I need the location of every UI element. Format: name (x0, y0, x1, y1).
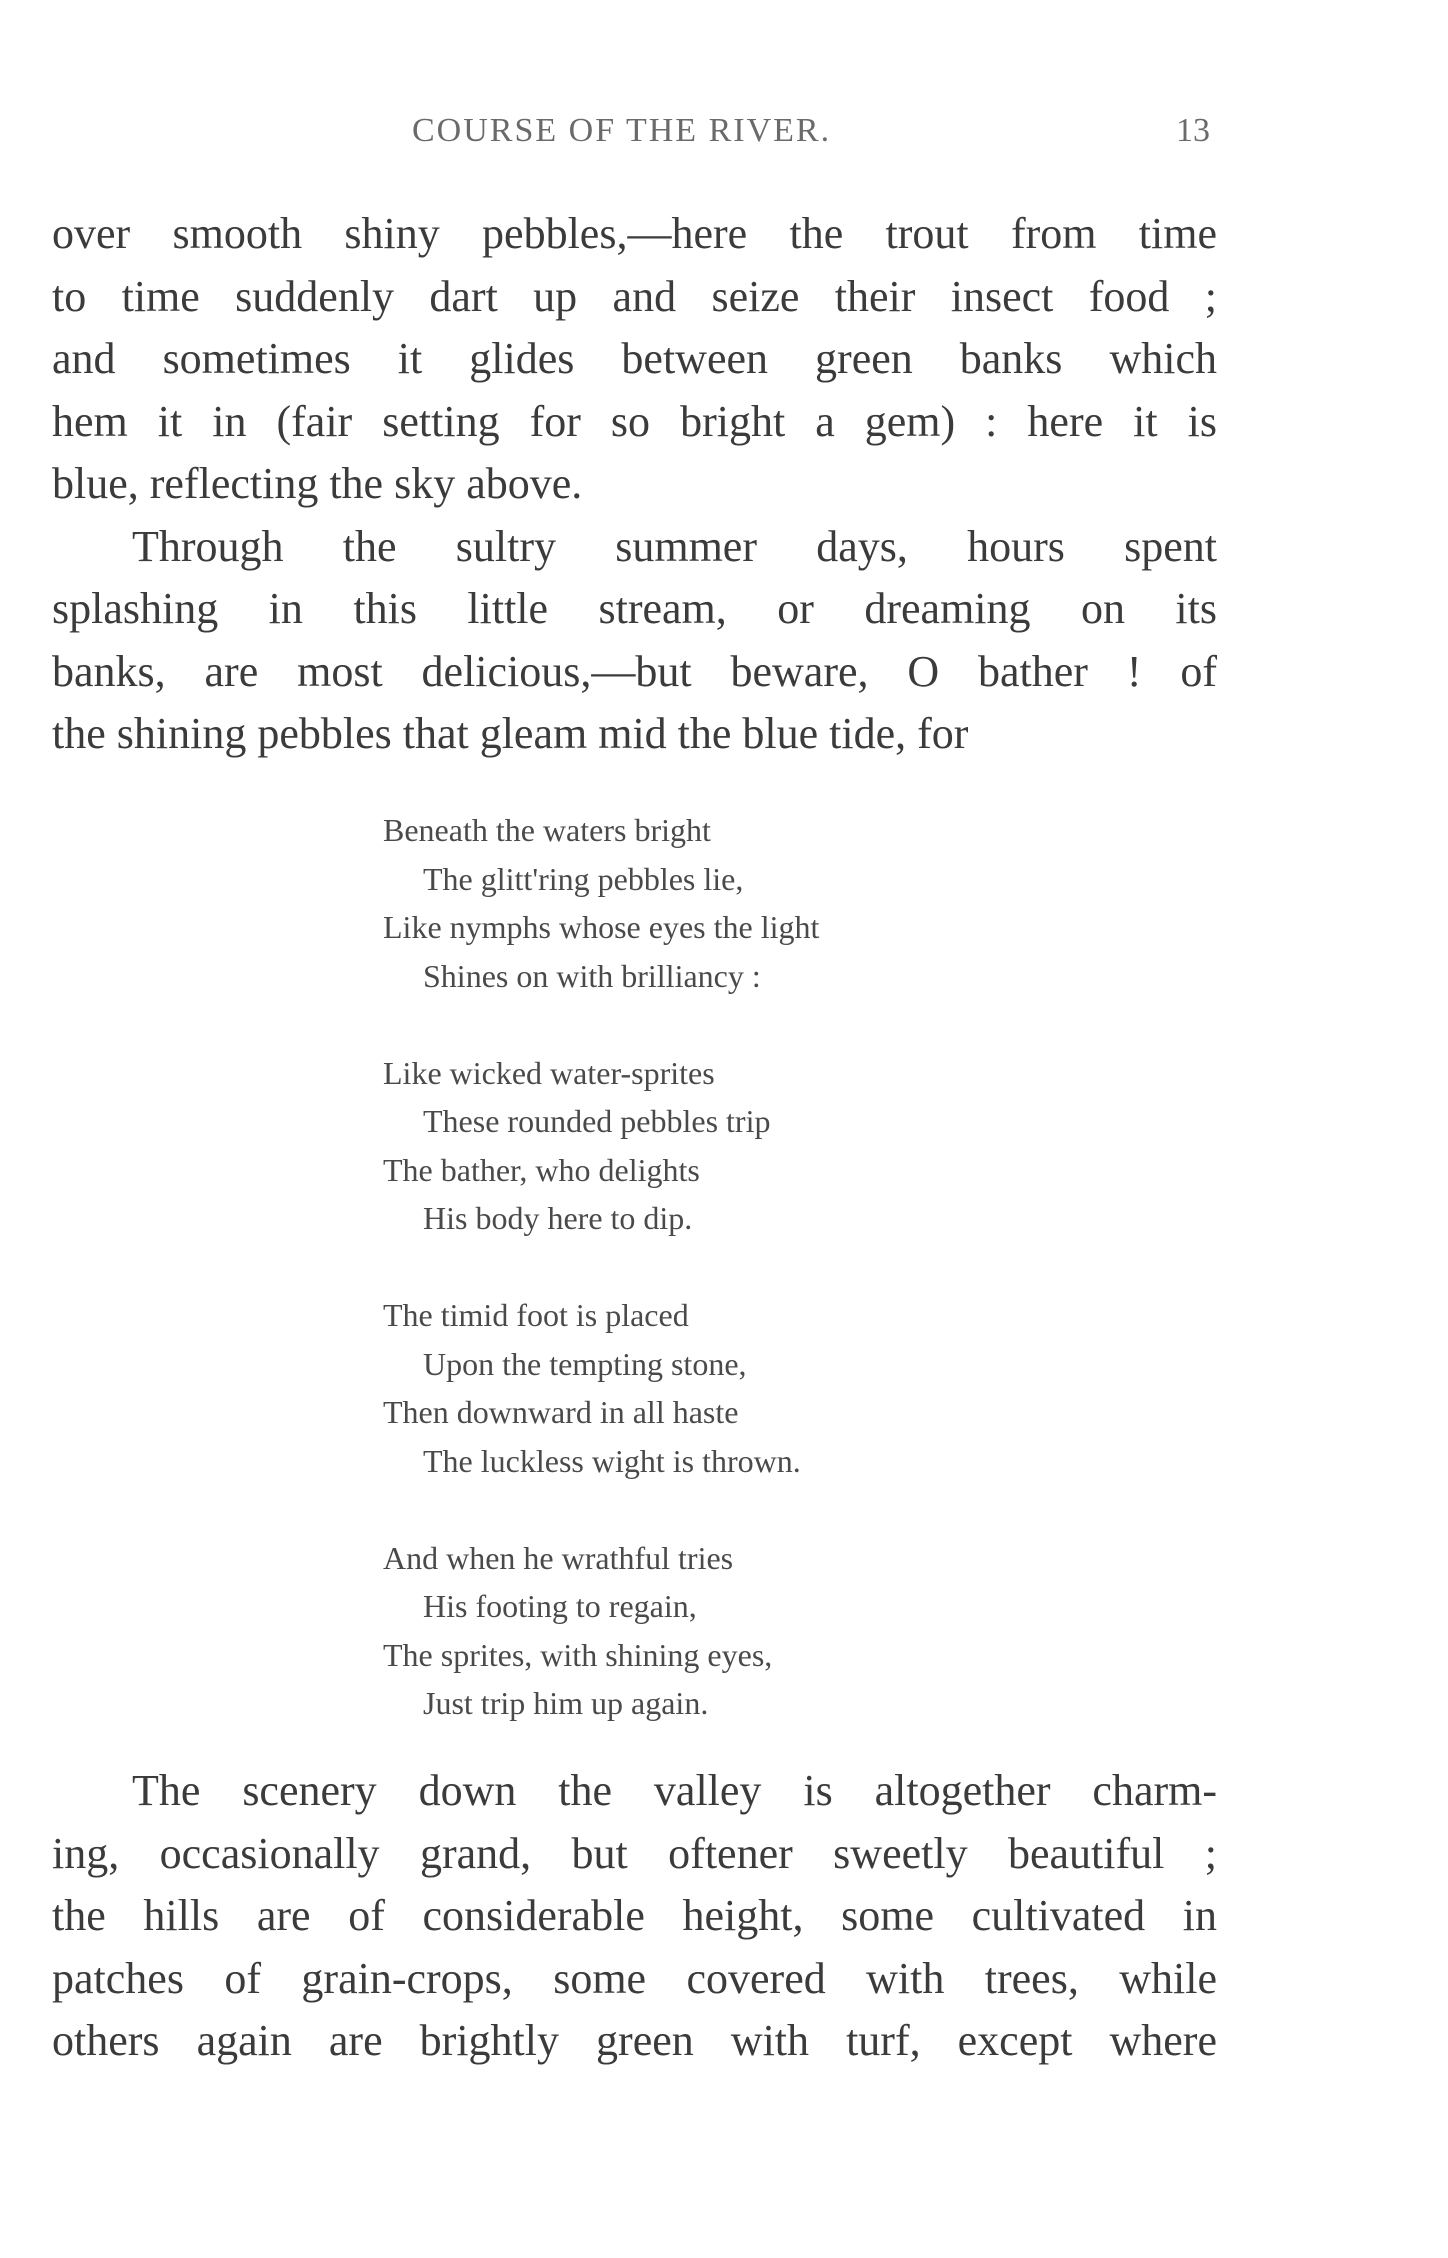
text-line: the hills are of considerable height, some cultivated in (52, 1891, 1217, 1940)
paragraph-valley-scenery (52, 1760, 1217, 2073)
verse-line: Beneath the waters bright (383, 812, 711, 848)
verse-line: Like nymphs whose eyes the light (383, 909, 820, 945)
text-line: over smooth shiny pebbles,—here the trout from time (52, 209, 1217, 258)
verse-line: The glitt'ring pebbles lie, (423, 860, 744, 897)
verse-line: These rounded pebbles trip (423, 1103, 771, 1139)
verse-line: The sprites, with shining eyes, (383, 1636, 773, 1673)
text-line: Through the sultry summer days, hours spent (132, 521, 1217, 571)
verse-line: Shines on with brilliancy : (423, 957, 761, 994)
text-line: the shining pebbles that gleam mid the blue tide, for (52, 709, 969, 758)
verse-line: And when he wrathful tries (383, 1539, 734, 1576)
verse-line: Upon the tempting stone, (423, 1345, 747, 1382)
text-line: others again are brightly green with turf, except where (52, 2016, 1217, 2065)
verse-line: The timid foot is placed (383, 1297, 689, 1333)
running-head: COURSE OF THE RIVER. (412, 112, 832, 149)
poem-stanza (383, 806, 819, 1000)
text-line: The scenery down the valley is altogether charm- (132, 1766, 1217, 1815)
page-number: 13 (1176, 112, 1210, 149)
text-line: patches of grain-crops, some covered with trees, while (52, 1953, 1217, 2003)
verse-line: His footing to regain, (423, 1588, 697, 1624)
verse-line: Like wicked water-sprites (383, 1054, 715, 1091)
text-line: and sometimes it glides between green banks which (52, 334, 1217, 383)
paragraph-river-pebbles (52, 203, 1217, 766)
text-line: hem it in (fair setting for so bright a gem) : here it is (52, 396, 1217, 446)
poem-stanza (383, 1291, 819, 1485)
verse-line: His body here to dip. (423, 1200, 693, 1236)
verse-line: Just trip him up again. (423, 1685, 709, 1721)
poem (383, 806, 819, 1776)
poem-stanza (383, 1049, 819, 1243)
verse-line: Then downward in all haste (383, 1394, 739, 1430)
text-line: splashing in this little stream, or dreaming on its (52, 584, 1217, 633)
text-line: banks, are most delicious,—but beware, O bather ! of (52, 646, 1217, 696)
poem-stanza (383, 1534, 819, 1728)
verse-line: The luckless wight is thrown. (423, 1442, 801, 1479)
text-line: to time suddenly dart up and seize their insect food ; (52, 271, 1217, 321)
text-line: ing, occasionally grand, but oftener sweetly beautiful ; (52, 1828, 1217, 1878)
verse-line: The bather, who delights (383, 1151, 700, 1188)
text-line: blue, reflecting the sky above. (52, 459, 583, 508)
